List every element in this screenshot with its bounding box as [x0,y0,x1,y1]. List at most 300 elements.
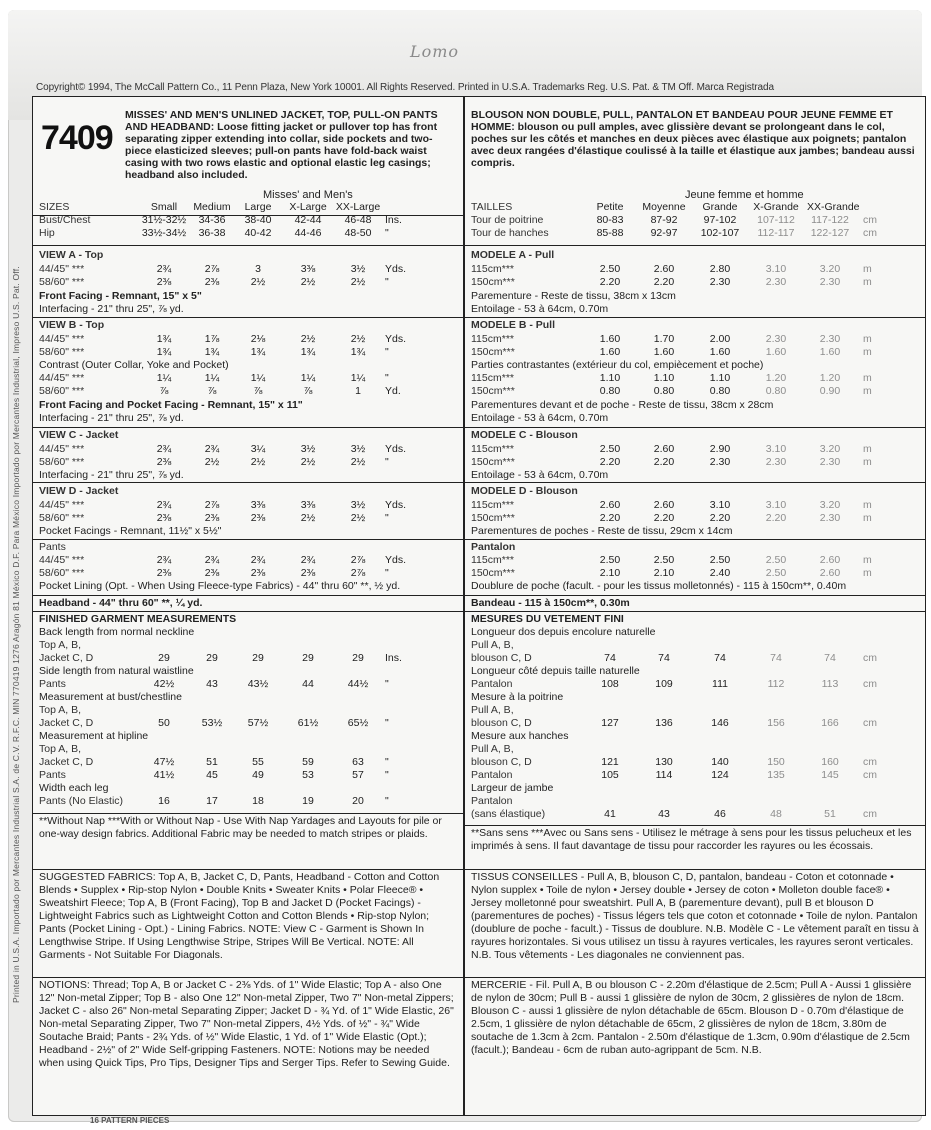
en-cell: 2⅜ [204,567,220,579]
fr-cell: 1.10 [599,372,621,384]
en-description: MISSES' AND MEN'S UNLINED JACKET, TOP, PULL-ON PANTS AND HEADBAND: Loose fitting jacket or pullover top has front separating zipper extending into collar, side pockets and two-piece elasticized sleeves; pull-on pants have fold-back waist casing with two rows elastic and optional elastic leg casings; headband also included. [125,109,438,181]
en-unit: Yds. [385,554,407,566]
en-cell: 3⅜ [300,499,316,511]
fr-cell: 2.50 [599,443,621,455]
fr-note: Parties contrastantes (extérieur du col, empiècement et poche) [471,359,764,371]
en-cell: 57½ [247,717,269,729]
fr-cell: Moyenne [642,201,686,213]
fr-row-label: 150cm*** [471,346,515,358]
en-cell: ⅞ [159,385,169,397]
en-cell: 29 [158,652,170,664]
en-note: NOTIONS: Thread; Top A, B or Jacket C - 2⅜ Yds. of 1" Wide Elastic; Top A - also One 12" Non-metal Zipper; Top B - also One 12" Non-metal Zipper, Two 7" Non-metal Zippers; Jacket C - also 26" Non-metal Separating Zipper; Jacket D - ¾ Yd. of 1" Wide Elastic, 26" Non-metal Separating Zipper, Two 7" Non-metal Zippers, 4½ Yds. of ½" - ¾" Wide Soutache Braid; Pants - 2¾ Yds. of ½" Wide Elastic, 1 Yd. of 1" Wide Elastic (Opt.); Headband - 2½" of 2" Wide Self-gripping Fasteners. NOTE: Notions may be needed when using Quick Tips, Pro Tips, Designer Tips and Serger Tips. Refer to Sewing Guide. [39,979,454,1069]
en-cell: 49 [252,769,264,781]
en-row [39,263,459,276]
fr-cell: 2.00 [709,333,731,345]
fr-cell: 2.30 [819,276,841,288]
fr-divider [465,595,925,596]
fr-cell: 140 [711,756,729,768]
fr-note: Longueur côté depuis taille naturelle [471,665,640,677]
fr-divider [465,825,925,826]
en-cell: 2⅞ [350,567,366,579]
fr-cell: 48 [770,808,782,820]
fr-unit: cm [863,769,877,781]
en-row-label: 58/60" *** [39,512,85,524]
en-cell: Medium [193,201,231,213]
fr-cell: 74 [658,652,670,664]
fr-cell: 160 [821,756,839,768]
fr-note: Entoilage - 53 à 64cm, 0.70m [471,412,609,424]
en-note: Front Facing and Pocket Facing - Remnant, 15" x 11" [39,399,303,411]
en-row-label: VIEW B - Top [39,319,105,331]
en-cell: 19 [302,795,314,807]
fr-row [471,756,921,769]
fr-cell: 127 [601,717,619,729]
fr-cell: 1.20 [765,372,787,384]
fr-note: TISSUS CONSEILLES - Pull A, B, blouson C, D, pantalon, bandeau - Coton et cotonnade • Nylon supplex • Toile de nylon • Jersey double • Jersey de coton • Molleton double face® • Jersey molletonné pour sweatshirt. Pull A, B (parementure devant), pull B et blouson D (parementures de poches) - Tissus légers tels que coton et cotonnade • Toile de nylon. Pantalon (doublure de poche - facult.) - Tissus de doublure. N.B. Modèle C - Le vêtement paraît en tissu à rayures horizontales. Si vous utilisez un tissu à rayures verticales, les rayures seront verticales. N.B. Tous vêtements - Les diagonales ne conviennent pas. [471,871,919,961]
fr-unit: m [863,276,872,288]
en-note: Width each leg [39,782,109,794]
en-cell: 1¾ [204,346,220,358]
fr-row-label: 115cm*** [471,443,514,455]
en-cell: 17 [206,795,218,807]
fr-note: Parementure - Reste de tissu, 38cm x 13cm [471,290,676,302]
fr-divider [465,482,925,483]
en-divider [33,245,463,246]
en-row-label: VIEW C - Jacket [39,429,119,441]
fr-row [471,443,921,456]
fr-row [471,541,921,554]
en-note: Side length from natural waistline [39,665,194,677]
en-cell: 2½ [300,333,316,345]
fr-row-label: 115cm*** [471,372,514,384]
fr-cell: 2.50 [653,554,675,566]
en-cell: 53½ [201,717,223,729]
fr-cell: 41 [604,808,616,820]
en-unit: Ins. [385,652,402,664]
en-row-label: VIEW D - Jacket [39,485,119,497]
en-note: Headband - 44" thru 60" **, ¼ yd. [39,597,203,609]
en-row-label: VIEW A - Top [39,249,104,261]
fr-cell: 2.80 [709,263,731,275]
en-cell: 40-42 [244,227,272,239]
fr-row [471,249,921,262]
en-unit: " [385,227,389,239]
fr-row-label: 150cm*** [471,276,515,288]
en-row-label: Top A, B, [39,743,82,755]
fr-note: Entoilage - 53 à 64cm, 0.70m [471,303,609,315]
fr-row [471,201,921,214]
fr-cell: 0.80 [599,385,621,397]
fr-note: Parementures de poches - Reste de tissu, 29cm x 14cm [471,525,733,537]
fr-cell: 166 [821,717,839,729]
en-cell: 36-38 [198,227,226,239]
en-cell: ⅞ [207,385,217,397]
en-note: Measurement at hipline [39,730,149,742]
en-row-label: 58/60" *** [39,385,85,397]
fr-cell: 2.50 [599,263,621,275]
en-row-label: 44/45" *** [39,372,85,384]
fr-unit: m [863,554,872,566]
fr-cell: 0.80 [765,385,787,397]
en-cell: ⅞ [303,385,313,397]
en-divider [33,595,463,596]
en-cell: 2⅜ [156,456,172,468]
en-row [39,485,459,498]
fr-cell: 114 [655,769,673,781]
fr-row [471,333,921,346]
fr-unit: m [863,385,872,397]
fr-description: BLOUSON NON DOUBLE, PULL, PANTALON ET BANDEAU POUR JEUNE FEMME ET HOMME: blouson ou pull amples, avec glissière devant se prolongeant dans le col, poches sur les côtés et manches en deux pièces avec élastique aux poignets; pantalon avec deux rangées d'élastique coulissé à la taille et élastique aux jambes; bandeau aussi compris. [471,109,915,169]
fr-cell: 85-88 [596,227,624,239]
en-row-label: 58/60" *** [39,456,85,468]
en-cell: 65½ [347,717,369,729]
fr-cell: 2.60 [599,499,621,511]
fr-row [471,485,921,498]
fr-row [471,808,921,821]
fr-cell: 2.60 [819,554,841,566]
fr-cell: 108 [601,678,619,690]
side-print [6,118,22,1008]
en-cell: 1¾ [300,346,316,358]
en-unit: Yds. [385,443,407,455]
fr-row-label: Tour de poitrine [471,214,544,226]
en-row-label: 44/45" *** [39,443,85,455]
fr-cell: 2.10 [599,567,621,579]
en-note: FINISHED GARMENT MEASUREMENTS [39,613,237,625]
en-row [39,333,459,346]
en-note: Interfacing - 21" thru 25", ⅞ yd. [39,303,184,315]
fr-divider [465,539,925,540]
fr-cell: 3.10 [709,499,731,511]
fr-row [471,456,921,469]
fr-row-label: 150cm*** [471,512,515,524]
en-divider [33,611,463,612]
en-unit: " [385,795,389,807]
en-row [39,756,459,769]
fr-row-label: (sans élastique) [471,808,546,820]
fr-row-label: 115cm*** [471,333,514,345]
fr-cell: 2.30 [765,333,787,345]
en-cell: 43½ [247,678,269,690]
fr-group-label: Jeune femme et homme [685,189,804,201]
en-row [39,214,459,227]
fr-row [471,319,921,332]
fr-cell: 2.30 [819,333,841,345]
fr-note: **Sans sens ***Avec ou Sans sens - Utilisez le métrage à sens pour les tissus pelucheux et les imprimés à sens. Il faut davantage de tissu pour raccorder les rayures ou les écossais. [471,827,912,852]
fr-cell: 3.20 [819,263,841,275]
fr-row [471,743,921,756]
fr-row [471,717,921,730]
en-divider [33,813,463,814]
en-divider [33,317,463,318]
copyright-line: Copyright© 1994, The McCall Pattern Co., 11 Penn Plaza, New York 10001. All Rights Reserved. Printed in U.S.A. Trademarks Reg. U.S. Pat. & TM Off. Marca Registrada [36,82,774,93]
fr-cell: 97-102 [703,214,737,226]
en-row [39,704,459,717]
en-unit: " [385,717,389,729]
fr-unit: cm [863,678,877,690]
en-cell: 2¾ [156,499,172,511]
fr-cell: 135 [767,769,785,781]
fr-cell: 74 [604,652,616,664]
fr-row [471,769,921,782]
fr-note: Mesure à la poitrine [471,691,564,703]
en-cell: 1¼ [350,372,366,384]
fr-row [471,652,921,665]
fr-cell: 145 [821,769,839,781]
en-cell: 3¼ [250,443,266,455]
fr-cell: 112 [767,678,785,690]
fr-row-label: MODELE B - Pull [471,319,555,331]
en-row [39,678,459,691]
en-cell: 2⅜ [156,276,172,288]
fr-cell: 1.60 [653,346,675,358]
en-cell: ⅞ [253,385,263,397]
fr-cell: 87-92 [650,214,678,226]
fr-cell: 74 [824,652,836,664]
en-cell: X-Large [289,201,327,213]
en-cell: 2¾ [156,443,172,455]
en-cell: 2½ [204,456,220,468]
fr-note: Entoilage - 53 à 64cm, 0.70m [471,469,609,481]
fr-cell: 2.20 [599,276,621,288]
fr-cell: 3.10 [765,443,787,455]
fr-cell: 1.20 [819,372,841,384]
fr-divider [465,611,925,612]
side-print-text: Printed in U.S.A. Importado por Mercantes Industrial S.A. de C.V. R.F.C. MIN 770419 1276 Aragón 81 México D.F. Para México Importado por Mercantes Industrial, Impreso U.S. Pat. Off. [11,266,21,1003]
fr-row-label: Pull A, B, [471,639,514,651]
fr-cell: XX-Grande [807,201,860,213]
fr-row-label: Pantalon [471,769,513,781]
fr-row-label: MODELE A - Pull [471,249,555,261]
en-row [39,319,459,332]
fr-cell: 2.30 [819,512,841,524]
fr-cell: 150 [767,756,785,768]
en-note: Contrast (Outer Collar, Yoke and Pocket) [39,359,229,371]
en-cell: 2½ [250,456,266,468]
pattern-number: 7409 [41,119,113,157]
fr-cell: 1.60 [599,346,621,358]
en-cell: 2⅜ [250,567,266,579]
en-cell: 44½ [347,678,369,690]
fr-row-label: 150cm*** [471,456,515,468]
en-cell: 1¾ [250,346,266,358]
fr-cell: 107-112 [757,214,795,226]
fr-cell: 2.20 [599,512,621,524]
en-unit: Ins. [385,214,402,226]
fr-cell: 1.60 [765,346,787,358]
en-row-label: 44/45" *** [39,554,85,566]
en-cell: 47½ [153,756,175,768]
fr-cell: 102-107 [700,227,740,239]
fr-divider [465,427,925,428]
en-row-label: Pants [39,678,66,690]
en-note: Front Facing - Remnant, 15" x 5" [39,290,202,302]
fr-row-label: 150cm*** [471,567,515,579]
en-divider [33,482,463,483]
french-panel [464,96,926,1116]
fr-row [471,512,921,525]
en-cell: 42½ [153,678,175,690]
fr-cell: 2.30 [819,456,841,468]
fr-row-label: 115cm*** [471,554,514,566]
fr-cell: 2.30 [765,276,787,288]
fr-cell: 2.60 [819,567,841,579]
fr-row [471,639,921,652]
en-row [39,743,459,756]
en-row [39,227,459,240]
fr-cell: 112-117 [757,227,795,239]
en-cell: 2½ [350,333,366,345]
en-cell: 48-50 [344,227,372,239]
en-cell: 2½ [300,512,316,524]
en-cell: 1¾ [156,333,172,345]
en-cell: 2¾ [204,443,220,455]
fr-unit: m [863,372,872,384]
fr-cell: 1.60 [819,346,841,358]
en-row-label: Pants [39,541,66,553]
fr-cell: 2.10 [653,567,675,579]
fr-cell: 0.90 [819,385,841,397]
en-cell: 2½ [350,276,366,288]
fr-row-label: TAILLES [471,201,513,213]
en-cell: 1 [355,385,361,397]
fr-unit: m [863,263,872,275]
en-cell: 3½ [350,499,366,511]
fr-cell: 105 [601,769,619,781]
en-cell: 2⅛ [250,333,266,345]
fr-cell: 2.90 [709,443,731,455]
en-note: SUGGESTED FABRICS: Top A, B, Jacket C, D, Pants, Headband - Cotton and Cotton Blends • Supplex • Rip-stop Nylon • Double Knits • Sweater Knits • Polar Fleece® • Sweatshirt Fleece; Top A, B (Front Facing), Top B and Jacket D (Pocket Facings) - Lightweight Fabrics such as Lightweight Cotton and Cotton Blends • Rip-stop Nylon; Pants (Pocket Lining - Opt.) - Lining Fabrics. NOTE: View C - Garment is Shown In Lengthwise Stripe. If Using Lengthwise Stripe, Stripes Will Be Vertical. NOTE: All Garments - Not Suitable For Diagonals. [39,871,440,961]
fr-note: Mesure aux hanches [471,730,569,742]
fr-cell: 2.60 [653,263,675,275]
en-row [39,567,459,580]
en-cell: 3½ [350,263,366,275]
en-row [39,429,459,442]
en-cell: 38-40 [244,214,272,226]
english-panel [32,96,464,1116]
fr-unit: m [863,456,872,468]
fr-row [471,678,921,691]
en-unit: Yds. [385,333,407,345]
fr-row-label: 150cm*** [471,385,515,397]
en-note: Back length from normal neckline [39,626,195,638]
fr-cell: 2.30 [709,456,731,468]
fr-row-label: MODELE D - Blouson [471,485,578,497]
fr-cell: 2.30 [709,276,731,288]
en-cell: 2¾ [250,554,266,566]
fr-row-label: Pull A, B, [471,704,514,716]
en-row [39,652,459,665]
en-unit: " [385,567,389,579]
en-cell: 2⅞ [204,499,220,511]
en-row-label: Top A, B, [39,639,82,651]
en-cell: 2¾ [156,263,172,275]
fr-cell: 3.20 [819,443,841,455]
en-note: Interfacing - 21" thru 25", ⅞ yd. [39,412,184,424]
en-row-label: 58/60" *** [39,276,85,288]
fr-cell: 1.60 [599,333,621,345]
en-row-label: Jacket C, D [39,717,94,729]
en-cell: 53 [302,769,314,781]
en-row [39,385,459,398]
fr-cell: 2.20 [653,276,675,288]
en-row [39,276,459,289]
en-cell: 3½ [300,443,316,455]
fr-row-label: 115cm*** [471,263,514,275]
en-row [39,372,459,385]
en-cell: 2¾ [204,554,220,566]
en-row-label: 44/45" *** [39,499,85,511]
fr-row [471,704,921,717]
en-cell: 3 [255,263,261,275]
en-unit: " [385,372,389,384]
en-cell: 61½ [297,717,319,729]
en-unit: " [385,456,389,468]
fr-cell: 2.30 [765,456,787,468]
en-row-label: Hip [39,227,55,239]
en-cell: Large [244,201,272,213]
fr-note: Doublure de poche (facult. - pour les tissus molletonnés) - 115 à 150cm**, 0.40m [471,580,847,592]
fr-cell: 117-122 [811,214,849,226]
fr-unit: m [863,512,872,524]
en-cell: 42-44 [294,214,322,226]
en-row-label: 58/60" *** [39,567,85,579]
en-cell: 2½ [300,456,316,468]
en-cell: 2⅞ [350,554,366,566]
en-row [39,443,459,456]
fr-unit: cm [863,717,877,729]
fr-cell: 2.60 [653,443,675,455]
fr-cell: X-Grande [753,201,799,213]
fr-cell: 1.10 [653,372,675,384]
fr-note: Parementures devant et de poche - Reste de tissu, 38cm x 28cm [471,399,774,411]
fr-cell: 1.10 [709,372,731,384]
en-row-label: 44/45" *** [39,263,85,275]
handwritten-note: Lomo [410,42,460,61]
fr-cell: 0.80 [709,385,731,397]
en-cell: 2½ [300,276,316,288]
fr-cell: 2.50 [599,554,621,566]
en-note: Interfacing - 21" thru 25", ⅞ yd. [39,469,184,481]
fr-row-label: blouson C, D [471,756,532,768]
fr-note: Bandeau - 115 à 150cm**, 0.30m [471,597,630,609]
en-unit: " [385,346,389,358]
en-unit: Yds. [385,263,407,275]
fr-cell: Petite [596,201,624,213]
fr-row [471,429,921,442]
en-cell: 51 [206,756,218,768]
en-cell: 2⅜ [300,567,316,579]
en-unit: Yds. [385,499,407,511]
en-cell: 1¼ [250,372,266,384]
en-divider [33,977,463,978]
en-cell: 16 [158,795,170,807]
fr-cell: 156 [767,717,785,729]
fr-row [471,227,921,240]
en-row-label: Top A, B, [39,704,82,716]
en-cell: 20 [352,795,364,807]
fr-row [471,346,921,359]
en-cell: 29 [352,652,364,664]
en-cell: 44-46 [294,227,322,239]
en-cell: 57 [352,769,364,781]
en-row-label: Jacket C, D [39,652,94,664]
en-cell: 2½ [350,512,366,524]
en-row-label: Pants [39,769,66,781]
en-group-label: Misses' and Men's [263,189,353,201]
en-cell: 3⅜ [300,263,316,275]
en-row-label: 44/45" *** [39,333,85,345]
